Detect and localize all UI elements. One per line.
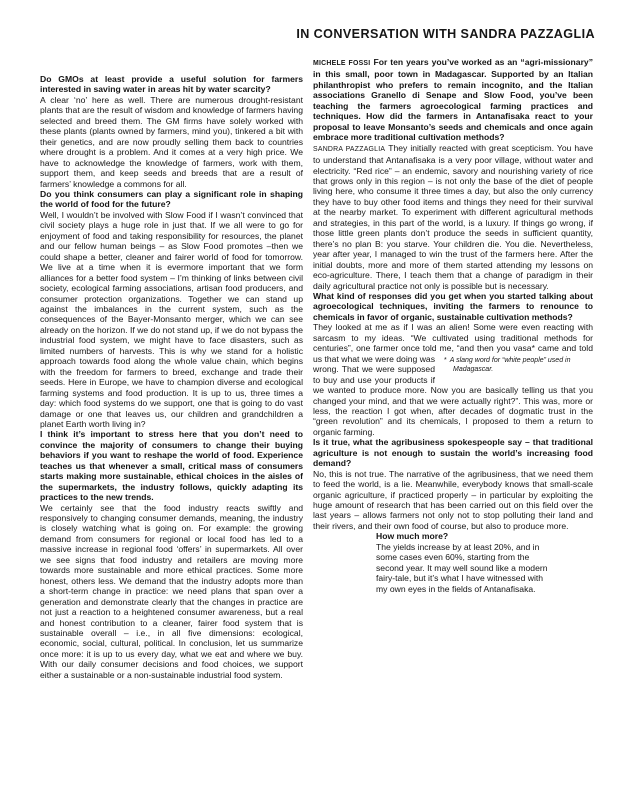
interviewer-name-label: MICHELE FOSSI bbox=[313, 60, 371, 67]
left-column bbox=[40, 57, 303, 680]
footnote-text: A slang word for “white people” used in Madagascar. bbox=[449, 356, 571, 373]
question-paragraph: What kind of responses did you get when you started talking about agroecological techniques, inviting the farmers to renounce to chemicals in favor of organic, sustainable cultivation methods? bbox=[313, 290, 593, 322]
footnote bbox=[444, 356, 593, 374]
question-text: For ten years you’ve worked as an “agri-missionary” in this small, poor town in Madagascar. Supported by an Italian philanthropist who prefers to remain incognito, and the Italian associations Granello di Senape and Slow Food, you’ve been teaching the farmers agroecological farming practices and techniques. How did the farmers in Antanafisaka react to your proposal to leave Monsanto’s seeds and chemicals and once again embrace more traditional cultivation methods? bbox=[313, 57, 593, 143]
right-column bbox=[313, 57, 593, 680]
interviewee-name-label: SANDRA PAZZAGLIA bbox=[313, 145, 386, 153]
answer-paragraph: The yields increase by at least 20%, and in some cases even 60%, starting from the second year. It may well sound like a modern fairy-tale, but it’s what I have witnessed with my own eyes in the fields of Antanafisaka. bbox=[376, 541, 548, 594]
question-paragraph bbox=[313, 57, 593, 143]
indented-qa-block bbox=[376, 531, 554, 594]
answer-text: They looked at me as if I was an alien! Some were even reacting with sarcasm to my ideas. “We cultivated using traditional methods for centuries”, one farmer once told me, “and bbox=[313, 322, 593, 354]
answer-paragraph bbox=[313, 143, 593, 291]
answer-text: They initially reacted with great scepticism. You have to understand that Antanafisaka is a very poor village, without water and electricity. “Red rice” – an endemic, savory and nourishing variety of rice that grows only in this region – is not only the base of the diet of people living here, who consume it three times a day, but also the only currency they have to buy other food items and things they need for their survival at the nearby market. To experiment with different agricultural methods and strategies, in this part of the world, is a luxury. If things go wrong, if those little green plants don’t produce the seeds in sufficient quantity, there’s no plan B: you starve. Your children die. You die. Nevertheless, year after year, I managed to win the trust of the farmers here. After the initial doubts, more and more of them started attending my lessons on eco-agriculture. There, I teach them that a change of paradigm in their daily agricultural practice not only is possible but is necessary. bbox=[313, 142, 594, 291]
answer-paragraph: Well, I wouldn’t be involved with Slow Food if I wasn’t convinced that civil society plays a huge role in just that. If we all were to go for enjoyment of food and taking responsibility for resources, the planet and our fellow human beings – as Slow Food promotes –then we could shape a better, cleaner and fairer world of food for tomorrow. We live at a time when it is evermore important that we form alliances for a better food system – I’m thinking of links between civil society, ecological farming associations, artisan food producers, and consumer protection organizations. Together we can stand up against the imbalances in the current system, such as the consequences of the Bayer-Monsanto merger, which we can see already on the horizon. If we do not stand up, if we do not bypass the industrial food system, we might have to face disasters, such as limited numbers of harvests. This is why we stand for a holistic approach towards food along the whole value chain, which begins with the freedom for farmers to breed, exchange and trade their seeds. Here in Europe, we have to champion diverse and ecological farming systems and food production. It is up to us, three times a day: which food systems do we support, one that is going to do vast damage or one that leaves us, our children and grandchildren a planet Earth worth living in? bbox=[40, 209, 303, 429]
answer-text: then you vasa* came and told us that what we were doing was wrong. That we were supposed to buy and use your products if we wanted to produce more. Now you are basically telling us that you changed your mind, and that we were actually right?”. This was, more or less, the reaction I got when, after decades of dogmatic trust in the “green revolution” and its chemicals, I proposed to them a return to organic farming. bbox=[313, 343, 593, 437]
question-paragraph: I think it’s important to stress here that you don’t need to convince the majority of consumers to change their buying behaviors if you want to reshape the world of food. Experience teaches us that whenever a small, critical mass of consumers starts making more sustainable, ethical choices in the aisles of the supermarkets, the industry follows, quickly adapting its practices to the new trends. bbox=[40, 429, 303, 503]
question-paragraph: How much more? bbox=[376, 531, 449, 542]
answer-paragraph bbox=[313, 322, 593, 437]
article-columns bbox=[40, 57, 593, 680]
question-paragraph: Do you think consumers can play a significant role in shaping the world of food for the future? bbox=[40, 188, 303, 210]
answer-paragraph: We certainly see that the food industry reacts swiftly and responsively to changing consumer demands, meaning, the industry is closely watching what is going on. For example: the growing demand from consumers for regional or local food has led to a massive increase in regional food ‘offers’ in supermarkets. All over we see signs that food industry and retailers are moving more towards more sustainable and more ethical practices. Some more honest, others less. We demand that the industry adopts more than a short-term change in practice: we need plans that span over a generation and demonstrate clearly that the changes in practice are not just a reaction to a heightened consumer awareness, but a real and honest contribution to a cleaner, fairer food system that is sustainable overall – i.e., in all five dimensions: ecological, economic, social, cultural, political. In conclusion, let us summarize once more: it is up to us every day, what we eat and where we buy. With our daily consumer decisions and food choices, we support either a sustainable or a non-sustainable industrial food system. bbox=[40, 502, 303, 680]
question-paragraph: Do GMOs at least provide a useful solution for farmers interested in saving water in areas hit by water scarcity? bbox=[40, 74, 303, 95]
answer-paragraph: No, this is not true. The narrative of the agribusiness, that we need them to feed the world, is a lie. Meanwhile, everybody knows that small-scale organic agriculture, if practiced properly – in particular by exploiting the huge amount of research that has been carried out on this field over the last years – allows farmers not only not to stop polluting their land and their rivers, and their own food of course, but also to produce more. bbox=[313, 468, 593, 531]
answer-paragraph: A clear ‘no’ here as well. There are numerous drought-resistant plants that are the result of wisdom and knowledge of farmers having selected and breed them. The GM firms have solely worked with these plants (plants owned by farmers, mind you), tinkered a bit with their genetics, and are now proudly selling them back to countries where drought is a problem. And it comes at a very high price. We have to acknowledge the knowledge of farmers, work with them, support them, and keep seeds and breeds that are a result of farmers’ knowledge a commons for all. bbox=[40, 94, 303, 189]
page-title: IN CONVERSATION WITH SANDRA PAZZAGLIA bbox=[296, 27, 595, 41]
footnote-marker: * bbox=[444, 356, 447, 364]
question-paragraph: Is it true, what the agribusiness spokespeople say – that traditional agriculture is not enough to sustain the world’s increasing food demand? bbox=[313, 437, 593, 469]
